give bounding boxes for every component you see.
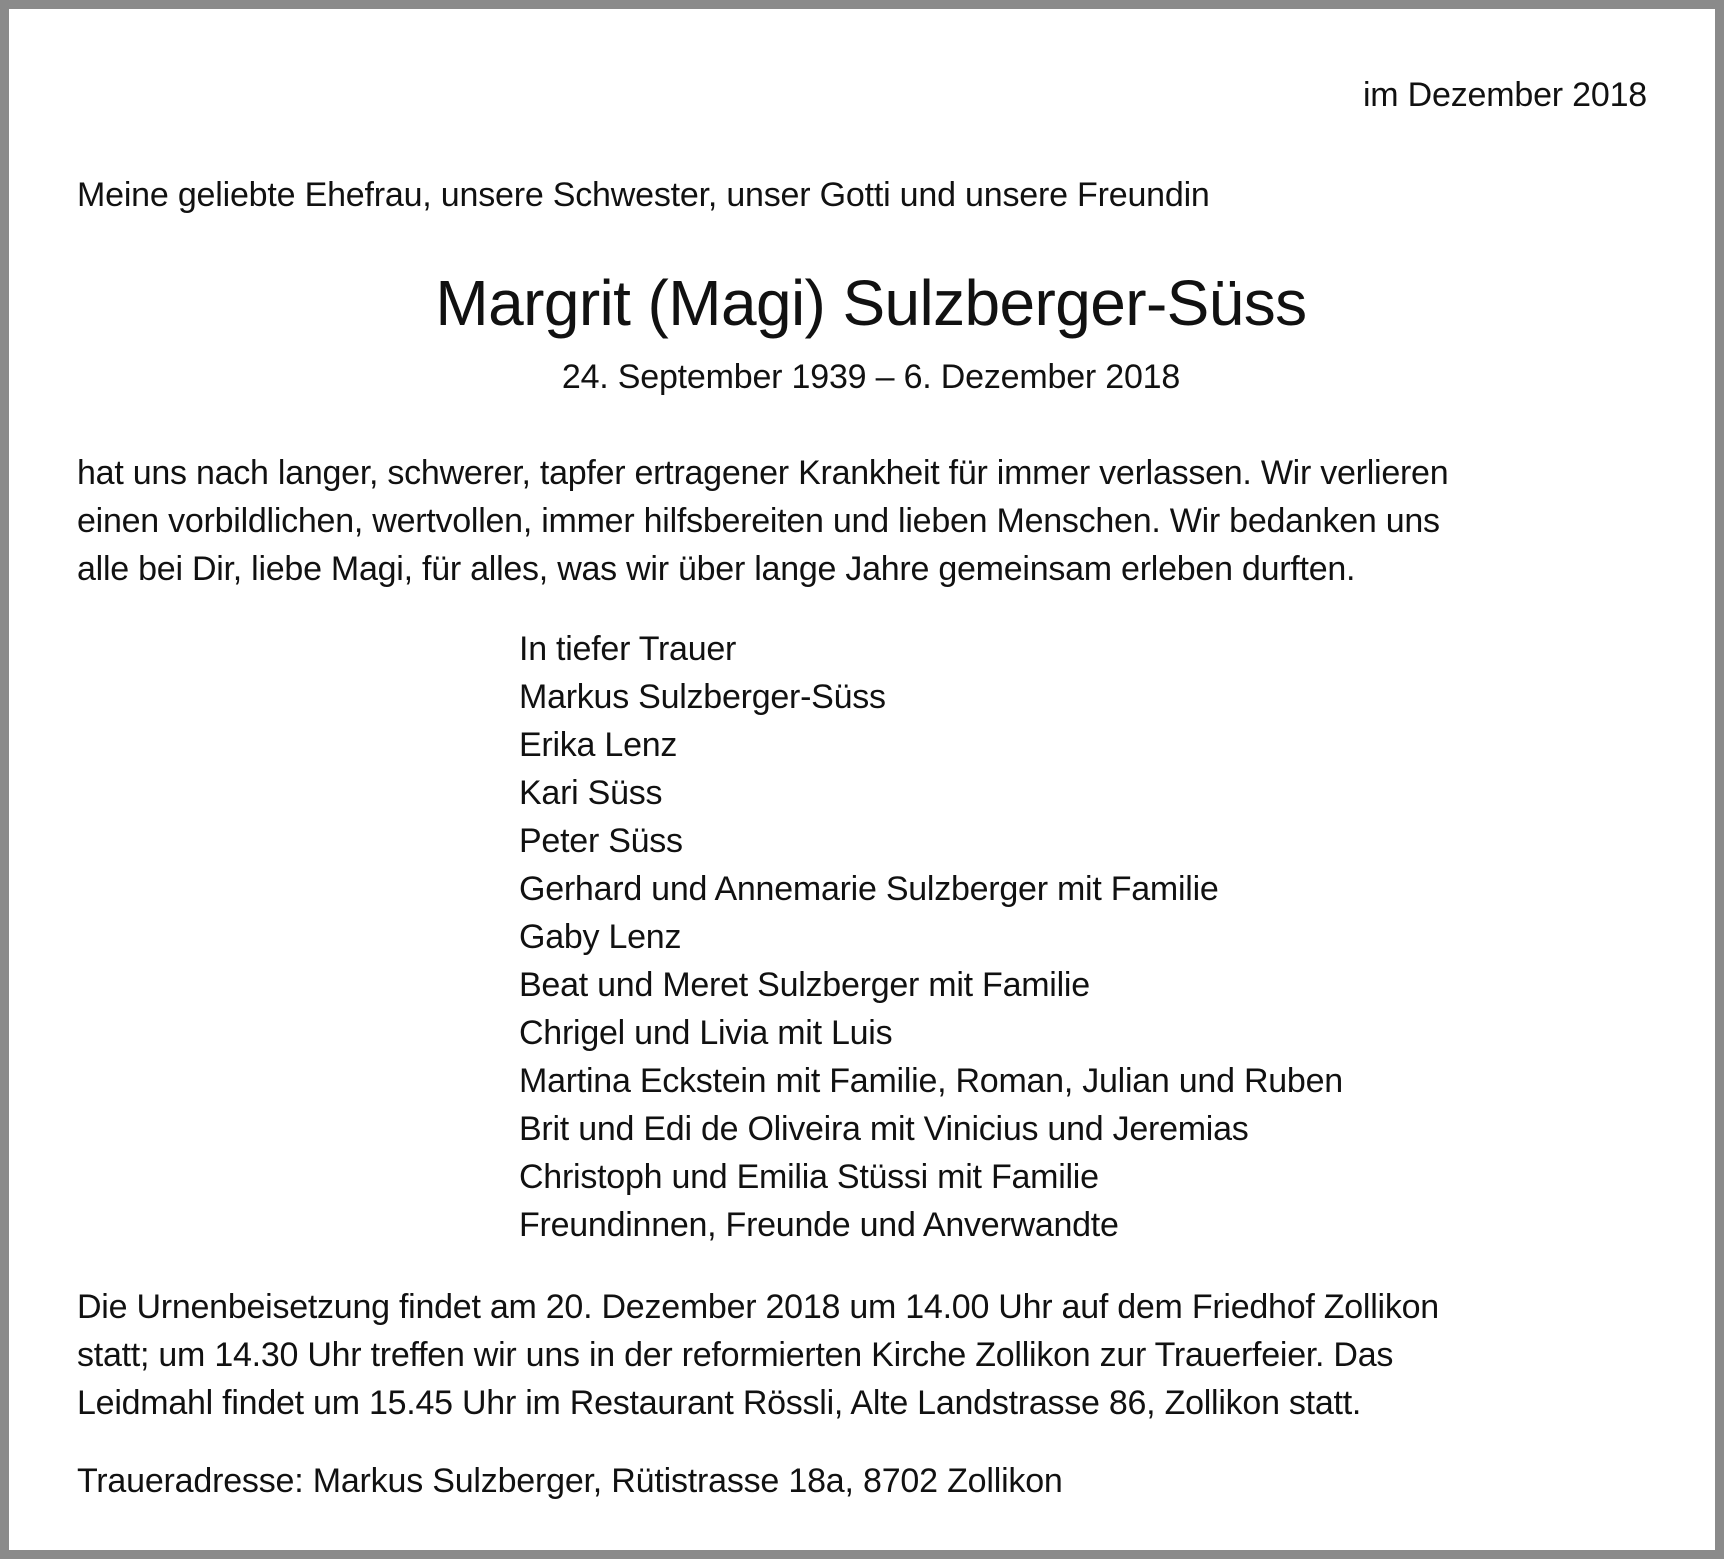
notice-date: im Dezember 2018 bbox=[1362, 76, 1647, 114]
mourner-entry: Gaby Lenz bbox=[519, 918, 682, 956]
mourners-list bbox=[519, 625, 1343, 1249]
mourner-entry: Peter Süss bbox=[519, 822, 683, 860]
mourner-entry: Beat und Meret Sulzberger mit Familie bbox=[519, 966, 1090, 1004]
mourner-entry: Markus Sulzberger-Süss bbox=[519, 678, 886, 716]
mourner-entry: Kari Süss bbox=[519, 774, 663, 812]
lifespan-dates: 24. September 1939 – 6. Dezember 2018 bbox=[561, 358, 1181, 396]
mourner-entry: Gerhard und Annemarie Sulzberger mit Familie bbox=[519, 870, 1219, 908]
ceremony-paragraph bbox=[77, 1283, 1439, 1427]
mourner-entry: Chrigel und Livia mit Luis bbox=[519, 1014, 893, 1052]
mourner-entry: Freundinnen, Freunde und Anverwandte bbox=[519, 1206, 1119, 1244]
mourners-heading: In tiefer Trauer bbox=[519, 630, 737, 668]
mourner-entry: Brit und Edi de Oliveira mit Vinicius und Jeremias bbox=[519, 1110, 1249, 1148]
paragraph-line: hat uns nach langer, schwerer, tapfer ertragener Krankheit für immer verlassen. Wir verlieren bbox=[77, 454, 1449, 492]
mourning-address: Traueradresse: Markus Sulzberger, Rütistrasse 18a, 8702 Zollikon bbox=[77, 1462, 1063, 1500]
paragraph-line: einen vorbildlichen, wertvollen, immer hilfsbereiten und lieben Menschen. Wir bedanken uns bbox=[77, 502, 1440, 540]
mourner-entry: Martina Eckstein mit Familie, Roman, Julian und Ruben bbox=[519, 1062, 1343, 1100]
paragraph-line: Leidmahl findet um 15.45 Uhr im Restaurant Rössli, Alte Landstrasse 86, Zollikon statt. bbox=[77, 1384, 1362, 1422]
paragraph-line: alle bei Dir, liebe Magi, für alles, was wir über lange Jahre gemeinsam erleben durften. bbox=[77, 550, 1356, 588]
paragraph-line: statt; um 14.30 Uhr treffen wir uns in der reformierten Kirche Zollikon zur Trauerfeier. Das bbox=[77, 1336, 1394, 1374]
mourner-entry: Erika Lenz bbox=[519, 726, 678, 764]
deceased-name: Margrit (Magi) Sulzberger-Süss bbox=[435, 267, 1307, 339]
farewell-paragraph bbox=[77, 449, 1448, 593]
paragraph-line: Die Urnenbeisetzung findet am 20. Dezember 2018 um 14.00 Uhr auf dem Friedhof Zollikon bbox=[77, 1288, 1439, 1326]
mourner-entry: Christoph und Emilia Stüssi mit Familie bbox=[519, 1158, 1099, 1196]
intro-line: Meine geliebte Ehefrau, unsere Schwester, unser Gotti und unsere Freundin bbox=[77, 176, 1210, 214]
